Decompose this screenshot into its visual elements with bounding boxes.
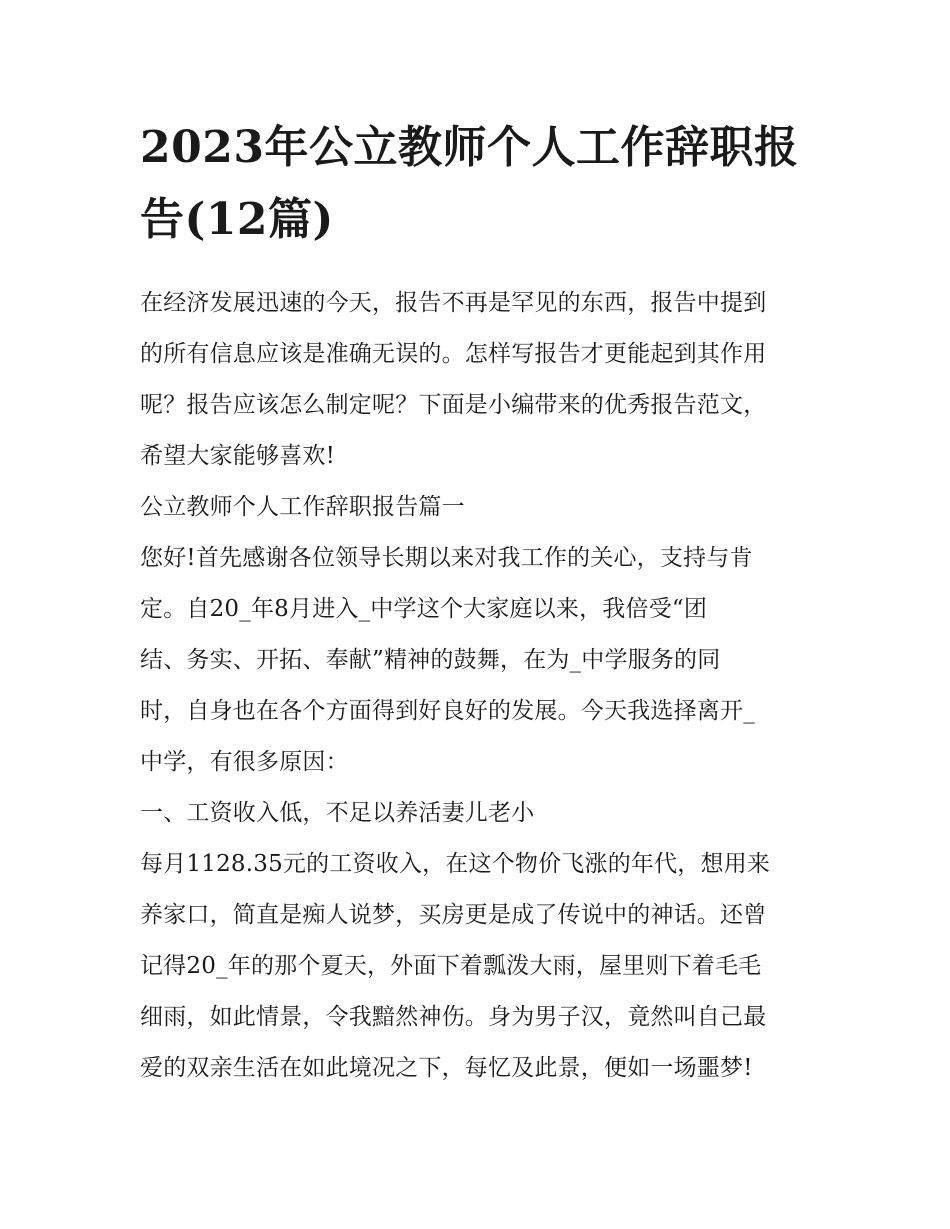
document-page [140, 112, 820, 1094]
paragraph-line: 爱的双亲生活在如此境况之下，每忆及此景，便如一场噩梦! [140, 1055, 753, 1081]
paragraph-line: 中学，有很多原因： [140, 749, 349, 775]
paragraph-line: 的所有信息应该是准确无误的。怎样写报告才更能起到其作用 [140, 341, 767, 367]
paragraph-line: 时，自身也在各个方面得到好良好的发展。今天我选择离开_ [140, 698, 755, 724]
paragraph-line: 记得20_年的那个夏天，外面下着瓢泼大雨，屋里则下着毛毛 [140, 953, 762, 979]
section-heading: 公立教师个人工作辞职报告篇一 [140, 494, 465, 520]
paragraph-line: 希望大家能够喜欢! [140, 443, 336, 469]
paragraph-line: 在经济发展迅速的今天，报告不再是罕见的东西，报告中提到 [140, 290, 767, 316]
paragraph-line: 呢？报告应该怎么制定呢？下面是小编带来的优秀报告范文， [140, 392, 767, 418]
paragraph-line: 定。自20_年8月进入_中学这个大家庭以来，我倍受“团 [140, 596, 708, 622]
paragraph-line: 结、务实、开拓、奉献”精神的鼓舞，在为_中学服务的同 [140, 647, 721, 673]
document-body [140, 278, 820, 1094]
paragraph-line: 养家口，简直是痴人说梦，买房更是成了传说中的神话。还曾 [140, 902, 767, 928]
subsection-heading: 一、工资收入低，不足以养活妻儿老小 [140, 800, 535, 826]
paragraph-line: 细雨，如此情景，令我黯然神伤。身为男子汉，竟然叫自己最 [140, 1004, 767, 1030]
paragraph-line: 每月1128.35元的工资收入，在这个物价飞涨的年代，想用来 [140, 851, 771, 877]
document-title: 2023年公立教师个人工作辞职报告(12篇) [140, 122, 799, 245]
paragraph-line: 您好!首先感谢各位领导长期以来对我工作的关心，支持与肯 [140, 545, 753, 571]
